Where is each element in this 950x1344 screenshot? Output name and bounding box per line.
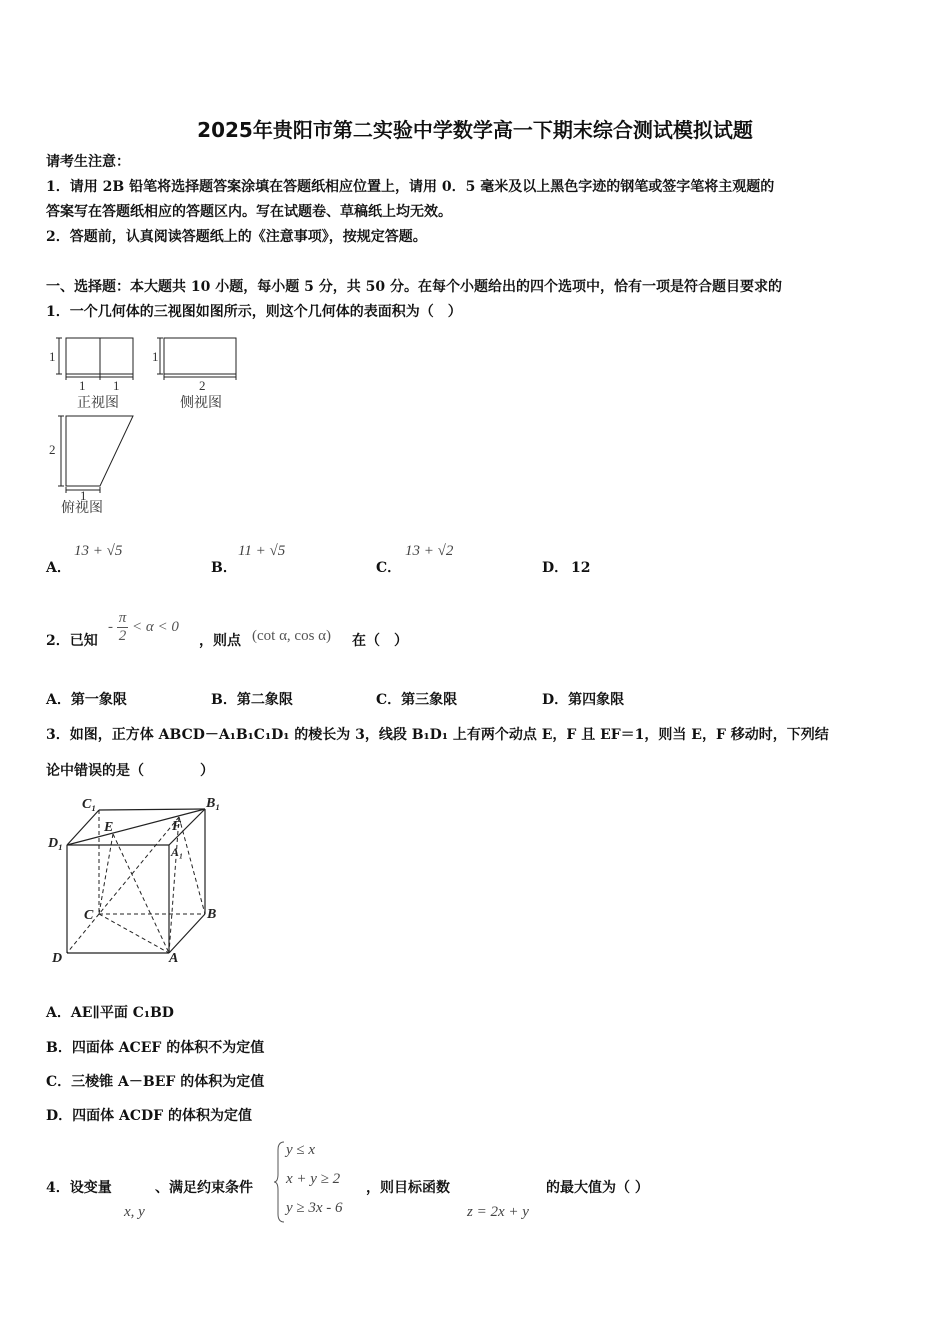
label-A: A: [169, 951, 179, 966]
q3-option-d: D．四面体 ACDF 的体积为定值: [46, 1108, 252, 1124]
side-view-rect: [164, 338, 236, 374]
q1-option-a-label: A．: [46, 560, 71, 576]
q3-stem-line1: 3．如图，正方体 ABCD－A₁B₁C₁D₁ 的棱长为 3，线段 B₁D₁ 上有两个动点 E，F 且 EF＝1，则当 E，F 移动时，下列结: [46, 727, 829, 743]
page-title: 2025年贵阳市第二实验中学数学高一下期末综合测试模拟试题: [197, 118, 753, 142]
notice-line1a: 1．请用 2B 铅笔将选择题答案涂填在答题纸相应位置上，请用 0．5 毫米及以上黑色字迹的钢笔或签字笔将主观题的: [46, 179, 775, 195]
front-view-label: 正视图: [77, 396, 119, 411]
q1-option-b-label: B．: [211, 560, 237, 576]
notice-line2: 2．答题前，认真阅读答题纸上的《注意事项》，按规定答题。: [46, 229, 427, 245]
top-view-label: 俯视图: [61, 501, 103, 516]
q2-option-a: A．第一象限: [46, 692, 127, 708]
q4-brace: [274, 1140, 286, 1224]
q4-suffix: 的最大值为（ ）: [546, 1180, 649, 1196]
q1-three-view-figure: [44, 330, 244, 520]
q2-point: (cot α, cos α): [252, 628, 332, 644]
q4-objective-text: ，则目标函数: [366, 1180, 450, 1196]
label-C1: C₁: [82, 797, 97, 812]
q4-objective: z = 2x + y: [467, 1204, 529, 1220]
q2-cond-num: π: [118, 610, 127, 626]
q4-constraint-3: y ≥ 3x - 6: [286, 1200, 343, 1216]
label-B1: B₁: [206, 796, 221, 811]
label-C: C: [84, 908, 94, 923]
q1-option-c-value: 13 + √2: [405, 543, 454, 559]
dim-top-width: 1: [80, 488, 87, 503]
q1-stem: 1．一个几何体的三视图如图所示，则这个几何体的表面积为（ ）: [46, 304, 462, 320]
notice-heading: 请考生注意：: [46, 154, 130, 170]
q1-option-b-value: 11 + √5: [238, 543, 286, 559]
q3-stem-line2: 论中错误的是（ ）: [46, 763, 214, 779]
label-A1: A₁: [171, 845, 184, 859]
side-view-label: 侧视图: [180, 396, 222, 411]
q1-option-a-value: 13 + √5: [74, 543, 123, 559]
q2-option-d: D．第四象限: [542, 692, 625, 708]
dim-front-w2: 1: [113, 378, 120, 393]
top-view-trapezoid: [66, 416, 133, 486]
q3-option-c: C．三棱锥 A－BEF 的体积为定值: [46, 1074, 265, 1090]
q2-prefix: 2．已知: [46, 633, 98, 649]
q1-option-c-label: C．: [376, 560, 402, 576]
section-heading: 一、选择题：本大题共 10 小题，每小题 5 分，共 50 分。在每个小题给出的四个选项中，恰有一项是符合题目要求的: [46, 279, 782, 295]
label-E: E: [104, 820, 114, 835]
label-F: F: [172, 819, 182, 834]
q2-cond-den: 2: [118, 628, 127, 644]
q4-vars: x, y: [124, 1204, 145, 1220]
label-D: D: [52, 951, 63, 966]
q4-prefix: 4．设变量: [46, 1180, 112, 1196]
q4-mid: 、满足约束条件: [155, 1180, 253, 1196]
dim-front-w1: 1: [79, 378, 86, 393]
dim-side-height: 1: [152, 349, 159, 364]
label-D1: D₁: [48, 836, 63, 851]
notice-line1b: 答案写在答题纸相应的答题区内。写在试题卷、草稿纸上均无效。: [46, 204, 452, 220]
q2-option-c: C．第三象限: [376, 692, 458, 708]
q2-option-b: B．第二象限: [211, 692, 293, 708]
q4-constraint-1: y ≤ x: [286, 1142, 316, 1158]
q3-option-b: B．四面体 ACEF 的体积不为定值: [46, 1040, 265, 1056]
q4-constraint-2: x + y ≥ 2: [286, 1171, 341, 1187]
dim-front-height: 1: [49, 349, 56, 364]
q2-middle: ，则点: [199, 633, 241, 649]
q2-condition: [108, 610, 179, 645]
q2-suffix: 在（ ）: [352, 633, 408, 649]
q1-option-d-value: 12: [571, 560, 591, 576]
dim-side-width: 2: [199, 378, 206, 393]
q2-cond-rest: < α < 0: [132, 618, 179, 635]
q1-option-d-label: D．: [542, 560, 569, 576]
label-B: B: [207, 907, 217, 922]
q3-cube-figure: [44, 793, 234, 973]
q2-cond-minus: -: [108, 618, 113, 635]
q3-option-a: A．AE∥平面 C₁BD: [46, 1005, 174, 1021]
dim-top-depth: 2: [49, 442, 56, 457]
